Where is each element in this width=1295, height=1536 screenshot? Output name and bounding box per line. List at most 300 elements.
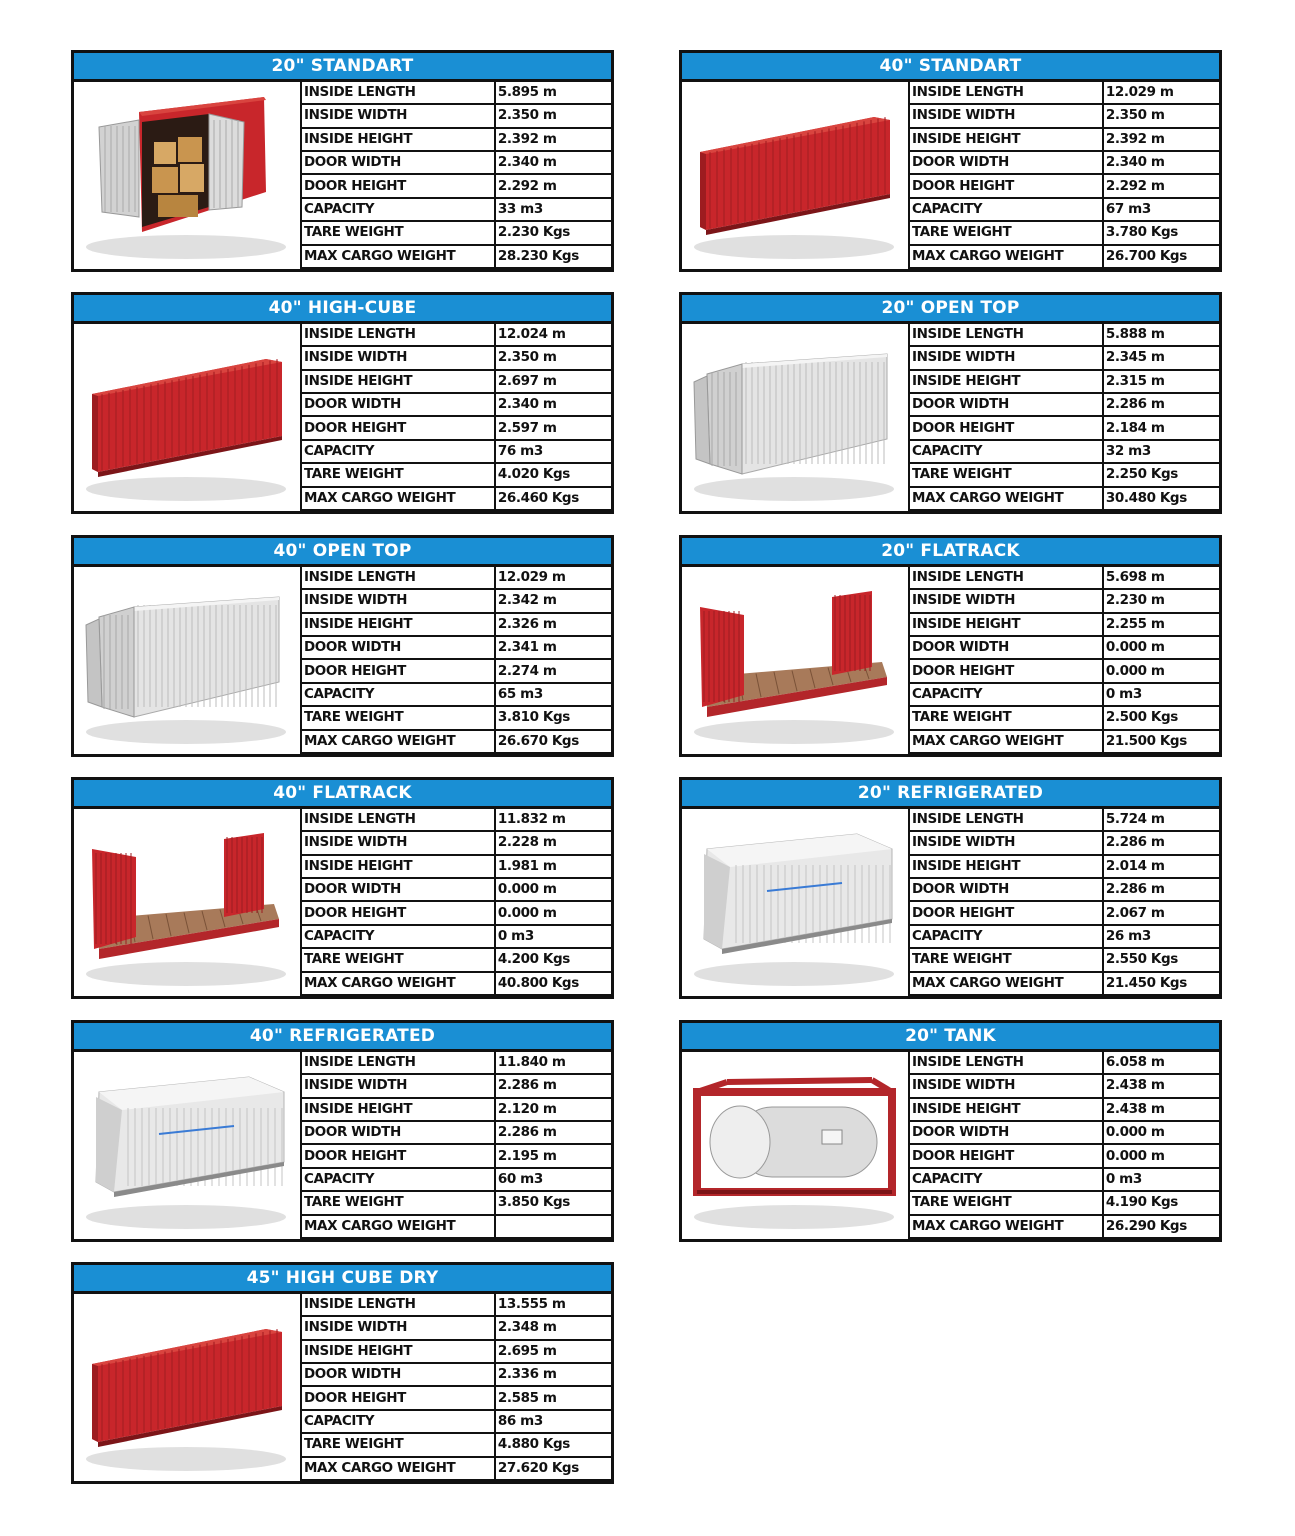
spec-row <box>301 416 611 439</box>
spec-label: INSIDE LENGTH <box>301 324 495 346</box>
spec-value: 2.336 m <box>495 1363 611 1386</box>
spec-label: MAX CARGO WEIGHT <box>301 1457 495 1480</box>
spec-row <box>909 487 1219 510</box>
spec-label: MAX CARGO WEIGHT <box>301 245 495 268</box>
container-title: 40" REFRIGERATED <box>74 1023 611 1052</box>
spec-label: TARE WEIGHT <box>301 706 495 729</box>
spec-value: 4.880 Kgs <box>495 1433 611 1456</box>
spec-row <box>301 245 611 268</box>
spec-table <box>908 809 1219 996</box>
spec-row <box>301 1316 611 1339</box>
spec-value: 2.014 m <box>1103 855 1219 878</box>
spec-label: DOOR HEIGHT <box>301 1144 495 1167</box>
spec-label: DOOR HEIGHT <box>909 901 1103 924</box>
spec-label: INSIDE HEIGHT <box>909 1098 1103 1121</box>
spec-label: DOOR WIDTH <box>301 393 495 416</box>
refrigerated-container-icon <box>682 809 908 996</box>
spec-row <box>301 948 611 971</box>
spec-label: MAX CARGO WEIGHT <box>301 972 495 995</box>
spec-value: 4.020 Kgs <box>495 463 611 486</box>
spec-label: MAX CARGO WEIGHT <box>301 730 495 753</box>
spec-row <box>301 198 611 221</box>
container-card <box>679 535 1222 757</box>
spec-label: INSIDE HEIGHT <box>909 128 1103 151</box>
spec-row <box>301 1144 611 1167</box>
spec-label: CAPACITY <box>909 198 1103 221</box>
spec-value: 3.850 Kgs <box>495 1191 611 1214</box>
spec-value: 26.700 Kgs <box>1103 245 1219 268</box>
container-card <box>71 1020 614 1242</box>
flatrack-container-icon <box>682 567 908 754</box>
spec-label: INSIDE WIDTH <box>301 589 495 612</box>
spec-value: 2.195 m <box>495 1144 611 1167</box>
spec-label: DOOR WIDTH <box>301 1121 495 1144</box>
spec-label: INSIDE LENGTH <box>909 324 1103 346</box>
spec-label: INSIDE WIDTH <box>301 1074 495 1097</box>
spec-value: 2.340 m <box>495 151 611 174</box>
spec-value: 2.345 m <box>1103 346 1219 369</box>
spec-row <box>301 151 611 174</box>
spec-label: MAX CARGO WEIGHT <box>909 730 1103 753</box>
container-title: 20" FLATRACK <box>682 538 1219 567</box>
spec-value: 21.500 Kgs <box>1103 730 1219 753</box>
spec-row <box>301 706 611 729</box>
spec-value: 2.597 m <box>495 416 611 439</box>
spec-row <box>909 878 1219 901</box>
spec-label: INSIDE HEIGHT <box>301 128 495 151</box>
spec-value: 21.450 Kgs <box>1103 972 1219 995</box>
spec-value: 2.120 m <box>495 1098 611 1121</box>
spec-row <box>909 855 1219 878</box>
spec-row <box>909 82 1219 104</box>
spec-value: 2.438 m <box>1103 1074 1219 1097</box>
container-card <box>71 50 614 272</box>
spec-label: INSIDE WIDTH <box>909 104 1103 127</box>
spec-label: INSIDE LENGTH <box>909 809 1103 831</box>
spec-row <box>301 174 611 197</box>
spec-label: DOOR WIDTH <box>301 1363 495 1386</box>
spec-label: DOOR HEIGHT <box>301 1386 495 1409</box>
spec-value: 2.340 m <box>1103 151 1219 174</box>
spec-label: DOOR HEIGHT <box>909 174 1103 197</box>
spec-value: 26 m3 <box>1103 925 1219 948</box>
spec-value: 2.228 m <box>495 831 611 854</box>
spec-label: MAX CARGO WEIGHT <box>909 487 1103 510</box>
spec-row <box>301 1052 611 1074</box>
spec-row <box>301 393 611 416</box>
spec-row <box>301 82 611 104</box>
spec-row <box>909 1098 1219 1121</box>
red-container-icon <box>682 82 908 269</box>
spec-label: DOOR HEIGHT <box>301 901 495 924</box>
spec-row <box>909 901 1219 924</box>
spec-label: MAX CARGO WEIGHT <box>909 1215 1103 1238</box>
spec-table <box>908 324 1219 511</box>
spec-row <box>301 589 611 612</box>
spec-row <box>909 463 1219 486</box>
spec-value: 28.230 Kgs <box>495 245 611 268</box>
spec-value: 2.067 m <box>1103 901 1219 924</box>
spec-row <box>301 855 611 878</box>
spec-label: DOOR HEIGHT <box>301 659 495 682</box>
spec-value: 2.350 m <box>1103 104 1219 127</box>
spec-row <box>909 1074 1219 1097</box>
spec-row <box>909 128 1219 151</box>
container-card <box>679 292 1222 514</box>
spec-row <box>301 370 611 393</box>
spec-row <box>301 1191 611 1214</box>
spec-value: 2.255 m <box>1103 613 1219 636</box>
spec-value: 2.392 m <box>1103 128 1219 151</box>
spec-value: 2.438 m <box>1103 1098 1219 1121</box>
spec-row <box>909 198 1219 221</box>
spec-row <box>909 1052 1219 1074</box>
spec-value: 5.888 m <box>1103 324 1219 346</box>
spec-row <box>909 440 1219 463</box>
spec-row <box>909 972 1219 995</box>
spec-table <box>300 1052 611 1239</box>
spec-value: 2.695 m <box>495 1340 611 1363</box>
spec-value: 6.058 m <box>1103 1052 1219 1074</box>
spec-value: 26.670 Kgs <box>495 730 611 753</box>
spec-label: DOOR WIDTH <box>909 636 1103 659</box>
spec-row <box>301 1294 611 1316</box>
spec-label: CAPACITY <box>301 198 495 221</box>
spec-label: TARE WEIGHT <box>301 948 495 971</box>
spec-row <box>301 463 611 486</box>
spec-value: 2.550 Kgs <box>1103 948 1219 971</box>
spec-label: CAPACITY <box>909 925 1103 948</box>
spec-row <box>301 1340 611 1363</box>
spec-row <box>301 324 611 346</box>
spec-label: MAX CARGO WEIGHT <box>301 1215 495 1238</box>
spec-value: 0 m3 <box>1103 683 1219 706</box>
spec-row <box>909 1215 1219 1238</box>
spec-row <box>909 1191 1219 1214</box>
spec-label: MAX CARGO WEIGHT <box>909 972 1103 995</box>
spec-label: INSIDE LENGTH <box>909 567 1103 589</box>
spec-label: DOOR WIDTH <box>301 151 495 174</box>
spec-label: DOOR HEIGHT <box>909 659 1103 682</box>
spec-value: 11.832 m <box>495 809 611 831</box>
spec-value: 76 m3 <box>495 440 611 463</box>
spec-value: 12.029 m <box>1103 82 1219 104</box>
spec-label: INSIDE WIDTH <box>301 104 495 127</box>
spec-row <box>909 613 1219 636</box>
spec-table <box>908 82 1219 269</box>
spec-row <box>301 346 611 369</box>
spec-label: INSIDE HEIGHT <box>301 370 495 393</box>
spec-value: 67 m3 <box>1103 198 1219 221</box>
spec-row <box>301 1215 611 1238</box>
spec-row <box>301 730 611 753</box>
spec-value: 2.340 m <box>495 393 611 416</box>
spec-value: 11.840 m <box>495 1052 611 1074</box>
container-card <box>679 1020 1222 1242</box>
spec-label: INSIDE LENGTH <box>909 1052 1103 1074</box>
spec-label: DOOR WIDTH <box>909 151 1103 174</box>
spec-value: 4.190 Kgs <box>1103 1191 1219 1214</box>
container-title: 40" OPEN TOP <box>74 538 611 567</box>
spec-value: 27.620 Kgs <box>495 1457 611 1480</box>
spec-value: 33 m3 <box>495 198 611 221</box>
spec-row <box>909 636 1219 659</box>
spec-row <box>301 972 611 995</box>
spec-value: 2.230 Kgs <box>495 221 611 244</box>
spec-label: INSIDE HEIGHT <box>301 855 495 878</box>
spec-value: 2.326 m <box>495 613 611 636</box>
spec-value: 2.292 m <box>1103 174 1219 197</box>
container-title: 20" TANK <box>682 1023 1219 1052</box>
spec-value: 4.200 Kgs <box>495 948 611 971</box>
spec-value: 13.555 m <box>495 1294 611 1316</box>
spec-row <box>909 925 1219 948</box>
spec-label: TARE WEIGHT <box>909 1191 1103 1214</box>
spec-value: 2.286 m <box>1103 393 1219 416</box>
spec-value: 30.480 Kgs <box>1103 487 1219 510</box>
open-door-container-icon <box>74 82 300 269</box>
spec-value: 2.286 m <box>495 1121 611 1144</box>
spec-value: 2.292 m <box>495 174 611 197</box>
spec-value: 2.274 m <box>495 659 611 682</box>
spec-row <box>909 324 1219 346</box>
spec-label: MAX CARGO WEIGHT <box>301 487 495 510</box>
tank-container-icon <box>682 1052 908 1239</box>
spec-value: 3.810 Kgs <box>495 706 611 729</box>
spec-label: INSIDE LENGTH <box>301 82 495 104</box>
spec-label: CAPACITY <box>301 1168 495 1191</box>
spec-value: 40.800 Kgs <box>495 972 611 995</box>
spec-value: 0 m3 <box>495 925 611 948</box>
spec-row <box>301 221 611 244</box>
spec-label: INSIDE HEIGHT <box>909 370 1103 393</box>
spec-value: 0 m3 <box>1103 1168 1219 1191</box>
container-card <box>71 292 614 514</box>
spec-label: INSIDE WIDTH <box>301 346 495 369</box>
spec-row <box>909 567 1219 589</box>
spec-label: INSIDE HEIGHT <box>909 855 1103 878</box>
spec-label: CAPACITY <box>301 925 495 948</box>
spec-row <box>909 1121 1219 1144</box>
spec-value: 0.000 m <box>495 901 611 924</box>
spec-row <box>909 346 1219 369</box>
spec-row <box>909 416 1219 439</box>
spec-value: 2.286 m <box>1103 878 1219 901</box>
container-title: 45" HIGH CUBE DRY <box>74 1265 611 1294</box>
open-top-container-icon <box>74 567 300 754</box>
spec-row <box>909 659 1219 682</box>
spec-row <box>909 370 1219 393</box>
spec-row <box>909 948 1219 971</box>
spec-row <box>301 567 611 589</box>
spec-value: 2.286 m <box>495 1074 611 1097</box>
spec-label: INSIDE HEIGHT <box>909 613 1103 636</box>
spec-table <box>300 567 611 754</box>
spec-label: INSIDE WIDTH <box>909 1074 1103 1097</box>
open-top-container-icon <box>682 324 908 511</box>
spec-row <box>909 174 1219 197</box>
red-container-icon <box>74 1294 300 1481</box>
spec-value: 2.350 m <box>495 104 611 127</box>
spec-row <box>301 1410 611 1433</box>
spec-label: MAX CARGO WEIGHT <box>909 245 1103 268</box>
refrigerated-container-icon <box>74 1052 300 1239</box>
spec-label: TARE WEIGHT <box>909 706 1103 729</box>
spec-label: CAPACITY <box>909 440 1103 463</box>
container-card <box>679 777 1222 999</box>
spec-value: 0.000 m <box>1103 1121 1219 1144</box>
spec-label: DOOR HEIGHT <box>301 416 495 439</box>
spec-row <box>301 487 611 510</box>
spec-row <box>301 925 611 948</box>
spec-row <box>301 1433 611 1456</box>
spec-label: INSIDE WIDTH <box>909 589 1103 612</box>
spec-value: 65 m3 <box>495 683 611 706</box>
spec-label: INSIDE LENGTH <box>301 1052 495 1074</box>
spec-row <box>301 1363 611 1386</box>
spec-value: 0.000 m <box>1103 1144 1219 1167</box>
spec-value: 2.184 m <box>1103 416 1219 439</box>
spec-value: 2.350 m <box>495 346 611 369</box>
spec-value: 3.780 Kgs <box>1103 221 1219 244</box>
spec-row <box>909 809 1219 831</box>
spec-row <box>909 1144 1219 1167</box>
spec-row <box>301 1457 611 1480</box>
spec-row <box>909 151 1219 174</box>
spec-label: INSIDE WIDTH <box>909 346 1103 369</box>
spec-label: DOOR WIDTH <box>301 636 495 659</box>
spec-value: 86 m3 <box>495 1410 611 1433</box>
spec-label: DOOR HEIGHT <box>909 416 1103 439</box>
spec-value <box>495 1215 611 1238</box>
spec-value: 2.250 Kgs <box>1103 463 1219 486</box>
spec-row <box>301 683 611 706</box>
spec-table <box>908 567 1219 754</box>
spec-row <box>301 831 611 854</box>
spec-row <box>301 128 611 151</box>
spec-value: 26.460 Kgs <box>495 487 611 510</box>
spec-value: 2.585 m <box>495 1386 611 1409</box>
spec-value: 60 m3 <box>495 1168 611 1191</box>
spec-value: 12.024 m <box>495 324 611 346</box>
spec-value: 2.342 m <box>495 589 611 612</box>
spec-value: 2.697 m <box>495 370 611 393</box>
spec-row <box>909 245 1219 268</box>
spec-row <box>301 878 611 901</box>
spec-row <box>301 1168 611 1191</box>
spec-label: INSIDE HEIGHT <box>301 1340 495 1363</box>
spec-value: 2.230 m <box>1103 589 1219 612</box>
spec-row <box>909 706 1219 729</box>
spec-label: DOOR WIDTH <box>909 393 1103 416</box>
container-card <box>71 1262 614 1484</box>
spec-label: TARE WEIGHT <box>909 463 1103 486</box>
container-title: 20" STANDART <box>74 53 611 82</box>
spec-value: 32 m3 <box>1103 440 1219 463</box>
spec-row <box>301 1098 611 1121</box>
spec-row <box>909 730 1219 753</box>
spec-value: 2.348 m <box>495 1316 611 1339</box>
container-title: 20" OPEN TOP <box>682 295 1219 324</box>
spec-row <box>301 1386 611 1409</box>
spec-value: 12.029 m <box>495 567 611 589</box>
spec-row <box>909 589 1219 612</box>
spec-label: CAPACITY <box>909 1168 1103 1191</box>
spec-label: DOOR HEIGHT <box>909 1144 1103 1167</box>
spec-row <box>909 393 1219 416</box>
container-card <box>679 50 1222 272</box>
spec-value: 5.698 m <box>1103 567 1219 589</box>
spec-label: TARE WEIGHT <box>301 463 495 486</box>
spec-row <box>909 1168 1219 1191</box>
spec-row <box>301 901 611 924</box>
spec-label: DOOR WIDTH <box>301 878 495 901</box>
spec-value: 1.981 m <box>495 855 611 878</box>
spec-label: INSIDE WIDTH <box>301 1316 495 1339</box>
spec-row <box>301 636 611 659</box>
spec-row <box>301 613 611 636</box>
spec-row <box>301 809 611 831</box>
spec-label: TARE WEIGHT <box>301 1433 495 1456</box>
spec-row <box>909 683 1219 706</box>
container-title: 40" HIGH-CUBE <box>74 295 611 324</box>
spec-row <box>301 659 611 682</box>
spec-label: INSIDE LENGTH <box>301 809 495 831</box>
spec-label: CAPACITY <box>301 683 495 706</box>
spec-row <box>909 221 1219 244</box>
spec-value: 26.290 Kgs <box>1103 1215 1219 1238</box>
spec-value: 0.000 m <box>495 878 611 901</box>
spec-label: DOOR WIDTH <box>909 878 1103 901</box>
spec-table <box>300 82 611 269</box>
spec-label: INSIDE HEIGHT <box>301 613 495 636</box>
container-card <box>71 535 614 757</box>
spec-label: TARE WEIGHT <box>301 1191 495 1214</box>
spec-label: INSIDE LENGTH <box>301 1294 495 1316</box>
spec-row <box>301 1074 611 1097</box>
spec-row <box>909 104 1219 127</box>
spec-value: 2.315 m <box>1103 370 1219 393</box>
container-title: 20" REFRIGERATED <box>682 780 1219 809</box>
spec-label: CAPACITY <box>909 683 1103 706</box>
spec-value: 0.000 m <box>1103 636 1219 659</box>
container-card <box>71 777 614 999</box>
spec-row <box>301 440 611 463</box>
spec-label: TARE WEIGHT <box>909 221 1103 244</box>
spec-label: INSIDE HEIGHT <box>301 1098 495 1121</box>
flatrack-container-icon <box>74 809 300 996</box>
spec-row <box>301 1121 611 1144</box>
spec-value: 5.724 m <box>1103 809 1219 831</box>
spec-label: DOOR WIDTH <box>909 1121 1103 1144</box>
spec-label: CAPACITY <box>301 1410 495 1433</box>
spec-table <box>908 1052 1219 1239</box>
spec-label: CAPACITY <box>301 440 495 463</box>
spec-label: DOOR HEIGHT <box>301 174 495 197</box>
spec-value: 2.286 m <box>1103 831 1219 854</box>
spec-label: INSIDE LENGTH <box>301 567 495 589</box>
spec-table <box>300 809 611 996</box>
spec-label: TARE WEIGHT <box>909 948 1103 971</box>
container-title: 40" FLATRACK <box>74 780 611 809</box>
spec-label: INSIDE WIDTH <box>301 831 495 854</box>
spec-value: 2.392 m <box>495 128 611 151</box>
spec-value: 2.341 m <box>495 636 611 659</box>
spec-value: 5.895 m <box>495 82 611 104</box>
spec-table <box>300 324 611 511</box>
spec-value: 0.000 m <box>1103 659 1219 682</box>
spec-row <box>301 104 611 127</box>
